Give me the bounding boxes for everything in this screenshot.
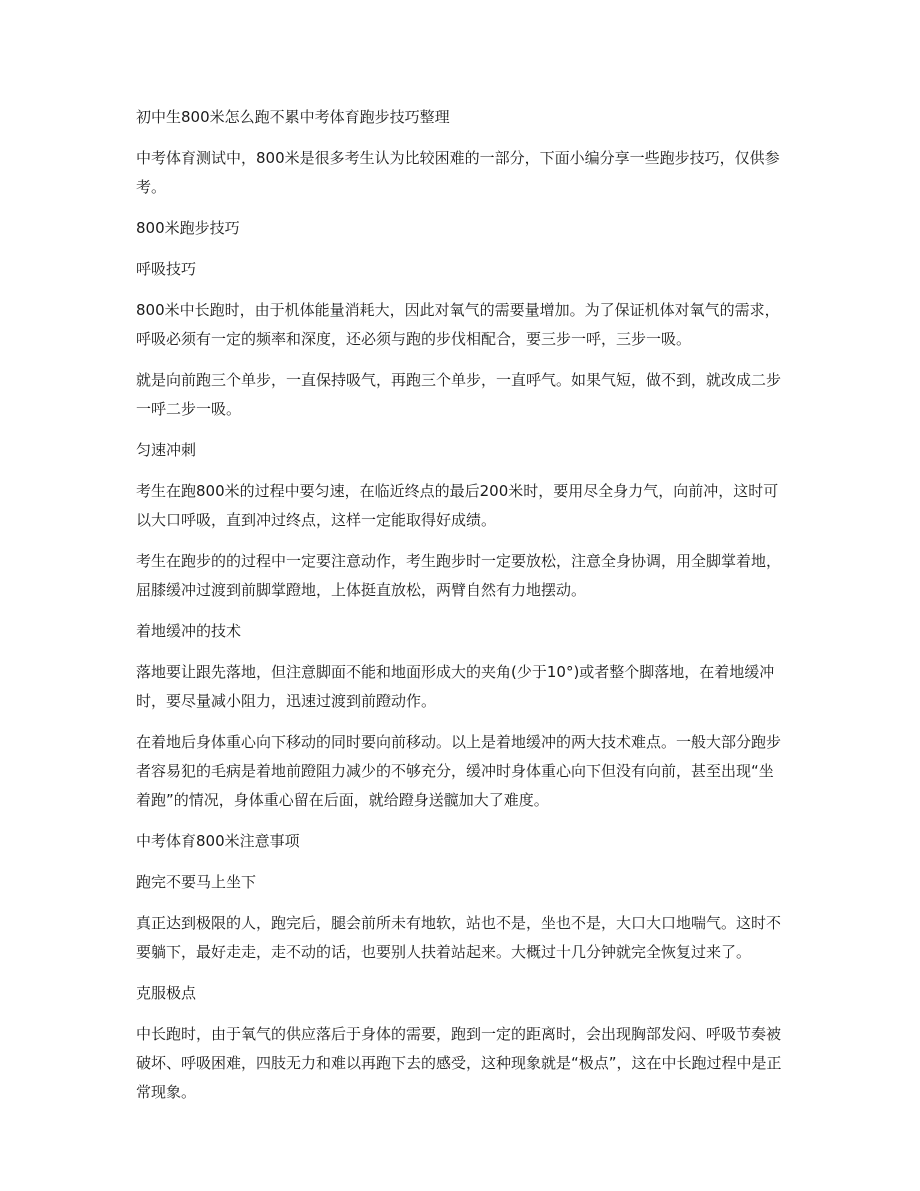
document-title: 初中生800米怎么跑不累中考体育跑步技巧整理 (136, 108, 450, 126)
landing-paragraph-1: 落地要让跟先落地，但注意脚面不能和地面形成大的夹角(少于10°)或者整个脚落地，在着地缓冲时，要尽量减小阻力，迅速过渡到前蹬动作。 (136, 663, 775, 710)
breathing-paragraph-2: 就是向前跑三个单步，一直保持吸气，再跑三个单步，一直呼气。如果气短，做不到，就改成二步一呼二步一吸。 (136, 371, 782, 418)
section-heading-800m-tips: 800米跑步技巧 (136, 219, 240, 237)
heading-landing: 着地缓冲的技术 (136, 622, 242, 640)
heading-notes: 中考体育800米注意事项 (136, 832, 300, 850)
heading-sprint: 匀速冲刺 (136, 441, 197, 459)
heading-limit: 克服极点 (136, 984, 197, 1002)
sprint-paragraph-1: 考生在跑800米的过程中要匀速，在临近终点的最后200米时，要用尽全身力气，向前冲，这时可以大口呼吸，直到冲过终点，这样一定能取得好成绩。 (136, 482, 779, 529)
landing-paragraph-2: 在着地后身体重心向下移动的同时要向前移动。以上是着地缓冲的两大技术难点。一般大部分跑步者容易犯的毛病是着地前蹬阻力减少的不够充分，缓冲时身体重心向下但没有向前，甚至出现“坐着跑”的情况，身体重心留在后面，就给蹬身送髋加大了难度。 (136, 733, 782, 809)
breathing-paragraph-1: 800米中长跑时，由于机体能量消耗大，因此对氧气的需要量增加。为了保证机体对氧气的需求，呼吸必须有一定的频率和深度，还必须与跑的步伐相配合，要三步一呼，三步一吸。 (136, 301, 780, 348)
document-page (136, 103, 786, 1119)
intro-paragraph: 中考体育测试中，800米是很多考生认为比较困难的一部分，下面小编分享一些跑步技巧，仅供参考。 (136, 149, 780, 196)
heading-breathing: 呼吸技巧 (136, 260, 197, 278)
rest-paragraph-1: 真正达到极限的人，跑完后，腿会前所未有地软，站也不是，坐也不是，大口大口地喘气。这时不要躺下，最好走走，走不动的话，也要别人扶着站起来。大概过十几分钟就完全恢复过来了。 (136, 914, 782, 961)
heading-rest: 跑完不要马上坐下 (136, 873, 257, 891)
sprint-paragraph-2: 考生在跑步的的过程中一定要注意动作，考生跑步时一定要放松，注意全身协调，用全脚掌着地，屈膝缓冲过渡到前脚掌蹬地，上体挺直放松，两臂自然有力地摆动。 (136, 552, 782, 599)
limit-paragraph-1: 中长跑时，由于氧气的供应落后于身体的需要，跑到一定的距离时，会出现胸部发闷、呼吸节奏被破坏、呼吸困难，四肢无力和难以再跑下去的感受，这种现象就是“极点”，这在中长跑过程中是正常现象。 (136, 1025, 782, 1101)
